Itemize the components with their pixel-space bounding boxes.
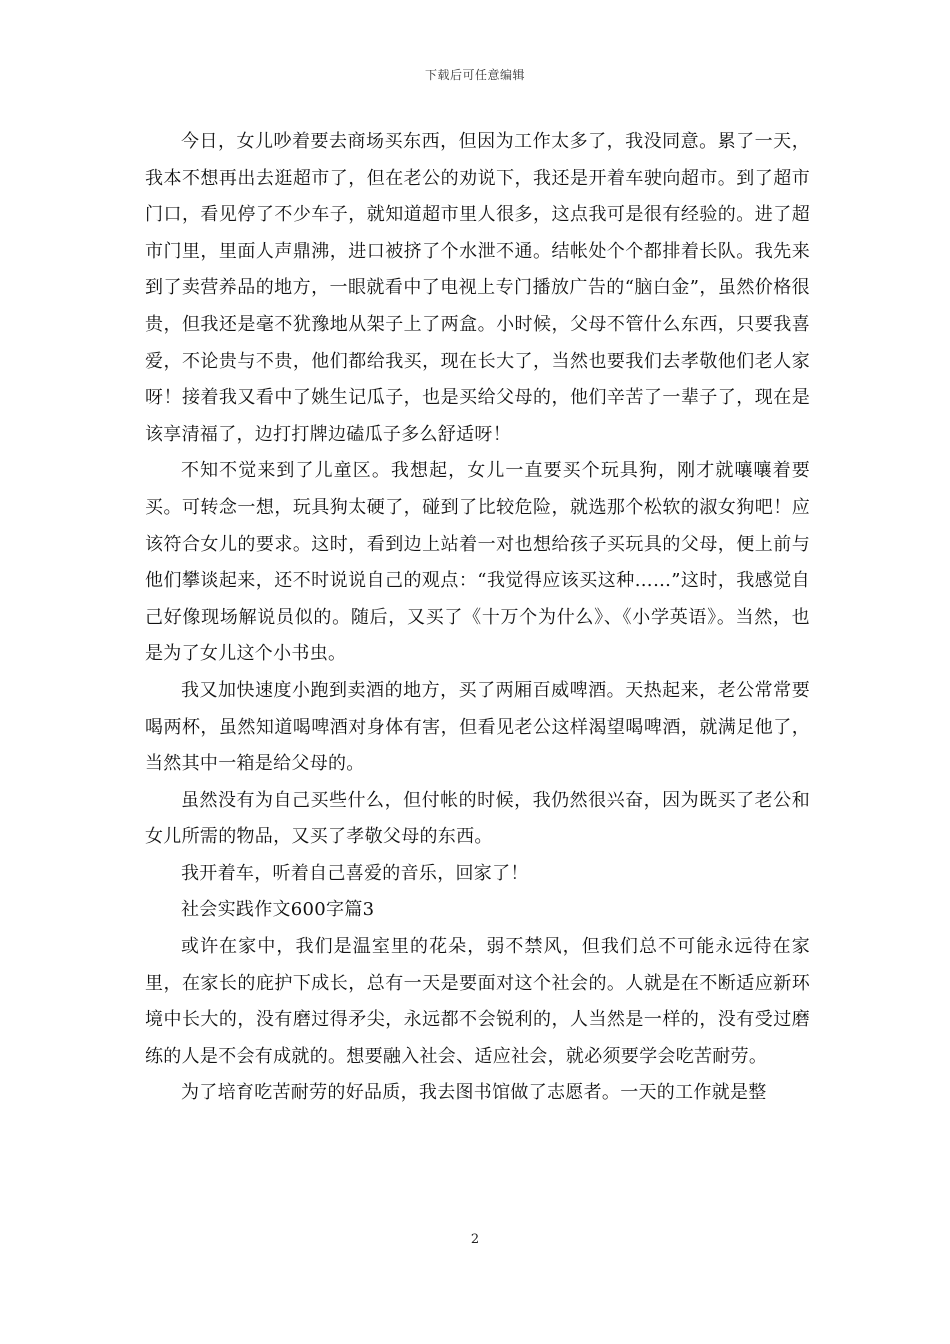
- page-number: 2: [470, 1232, 480, 1247]
- document-body: [145, 124, 810, 1112]
- paragraph-7: 为了培育吃苦耐劳的好品质，我去图书馆做了志愿者。一天的工作就是整: [181, 1082, 767, 1104]
- paragraph-5: 我开着车，听着自己喜爱的音乐，回家了！: [181, 862, 529, 884]
- page-header: 下载后可任意编辑: [424, 68, 525, 82]
- paragraph-2: 不知不觉来到了儿童区。我想起，女儿一直要买个玩具狗，刚才就嚷嚷着要买。可转念一想，玩具狗太硬了，碰到了比较危险，就选那个松软的淑女狗吧！应该符合女儿的要求。这时，看到边上站着一对也想给孩子买玩具的父母，便上前与他们攀谈起来，还不时说说自己的观点：“我觉得应该买这种……”这时，我感觉自己好像现场解说员似的。随后，又买了《十万个为什么》、《小学英语》。当然，也是为了女儿这个小书虫。: [145, 460, 810, 665]
- paragraph-1: 今日，女儿吵着要去商场买东西，但因为工作太多了，我没同意。累了一天，我本不想再出去逛超市了，但在老公的劝说下，我还是开着车驶向超市。到了超市门口，看见停了不少车子，就知道超市里人很多，这点我可是很有经验的。进了超市门里，里面人声鼎沸，进口被挤了个水泄不通。结帐处个个都排着长队。我先来到了卖营养品的地方，一眼就看中了电视上专门播放广告的“脑白金”，虽然价格很贵，但我还是毫不犹豫地从架子上了两盒。小时候，父母不管什么东西，只要我喜爱，不论贵与不贵，他们都给我买，现在长大了，当然也要我们去孝敬他们老人家呀！接着我又看中了姚生记瓜子，也是买给父母的，他们辛苦了一辈子了，现在是该享清福了，边打打牌边磕瓜子多么舒适呀！: [145, 131, 810, 445]
- paragraph-3: 我又加快速度小跑到卖酒的地方，买了两厢百威啤酒。天热起来，老公常常要喝两杯，虽然知道喝啤酒对身体有害，但看见老公这样渴望喝啤酒，就满足他了，当然其中一箱是给父母的。: [145, 679, 810, 775]
- paragraph-4: 虽然没有为自己买些什么，但付帐的时候，我仍然很兴奋，因为既买了老公和女儿所需的物品，又买了孝敬父母的东西。: [145, 789, 810, 848]
- section-heading: 社会实践作文600字篇3: [181, 899, 375, 921]
- paragraph-6: 或许在家中，我们是温室里的花朵，弱不禁风，但我们总不可能永远待在家里，在家长的庇护下成长，总有一天是要面对这个社会的。人就是在不断适应新环境中长大的，没有磨过得矛尖，永远都不会锐利的，人当然是一样的，没有受过磨练的人是不会有成就的。想要融入社会、适应社会，就必须要学会吃苦耐劳。: [145, 936, 810, 1067]
